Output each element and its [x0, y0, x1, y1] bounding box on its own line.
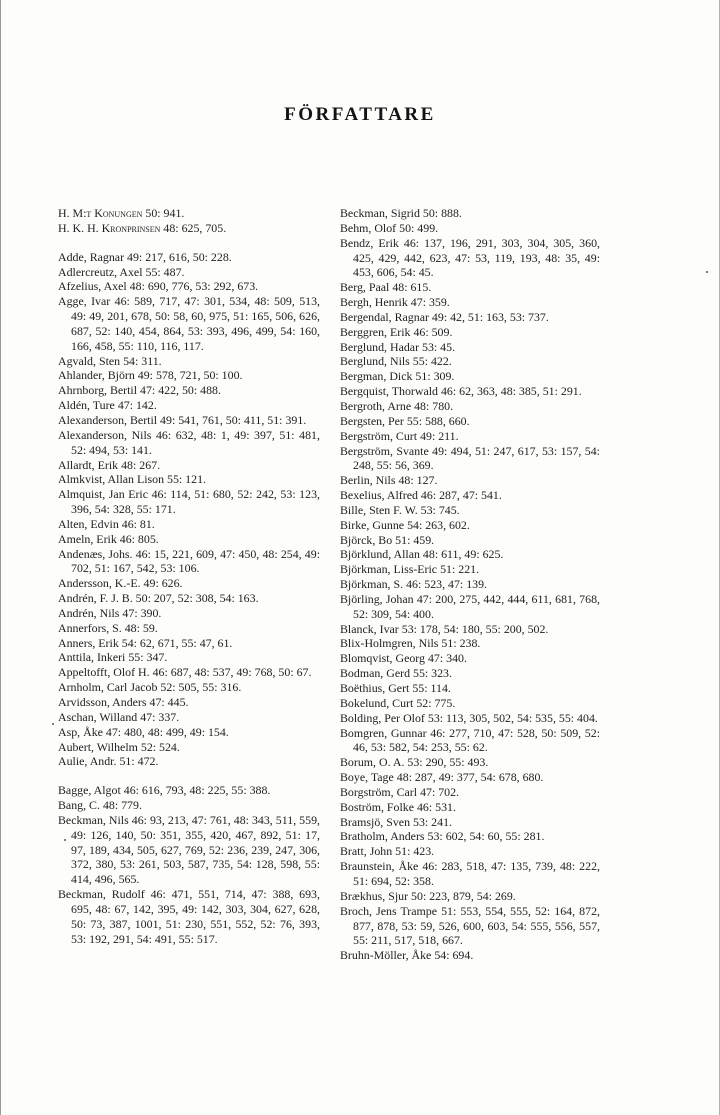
index-entry	[58, 487, 320, 517]
page-references: 46: 589, 717, 47: 301, 534, 48: 509, 513, 49: 49, 201, 678, 50: 58, 60, 975, 51: 165, 506, 626, 687, 52: 140, 454, 864, 53: 393, 496, 499, 54: 160, 166, 458, 55: 110, 116, 117.	[71, 294, 321, 353]
page-references: 48: 287, 49: 377, 54: 678, 680.	[396, 770, 544, 785]
author-name: Bergström, Svante	[340, 443, 429, 458]
author-name: Björkman, Liss-Eric	[340, 562, 438, 577]
index-entry	[58, 279, 320, 294]
index-entry	[58, 532, 320, 547]
page-references: 51: 472.	[119, 754, 159, 769]
author-name: Beckman, Nils	[58, 812, 129, 827]
index-entry	[58, 591, 320, 606]
author-name: Bramsjö, Sven	[340, 814, 411, 829]
index-entry	[58, 783, 320, 798]
index-entry	[340, 681, 600, 696]
author-name: Bodman, Gerd	[340, 666, 411, 681]
page-references: 51: 459.	[395, 532, 435, 547]
index-entry	[340, 429, 600, 444]
index-entry	[340, 770, 600, 785]
page-references: 49: 494, 51: 247, 617, 53: 157, 54: 248, 55: 56, 369.	[353, 443, 600, 473]
page-references: 47: 200, 275, 442, 444, 611, 681, 768, 52: 309, 54: 400.	[353, 591, 600, 621]
index-entry	[340, 354, 600, 369]
author-name: Arnholm, Carl Jacob	[58, 680, 158, 695]
page-references: 53: 290, 55: 493.	[407, 755, 489, 770]
page-references: 49: 541, 761, 50: 411, 51: 391.	[160, 412, 307, 427]
author-name: Berglund, Nils	[340, 354, 410, 369]
index-entry	[58, 665, 320, 680]
page-references: 46: 15, 221, 609, 47: 450, 48: 254, 49: 702, 51: 167, 542, 53: 106.	[71, 546, 320, 576]
index-entry	[340, 562, 600, 577]
author-name: Adde, Ragnar	[58, 249, 125, 264]
author-name: Ameln, Erik	[58, 531, 117, 546]
author-name: Bratholm, Anders	[340, 829, 425, 844]
page-references: 47: 340.	[427, 651, 467, 666]
page-references: 46: 632, 48: 1, 49: 397, 51: 481, 52: 494, 53: 141.	[71, 427, 320, 457]
index-entry	[58, 650, 320, 665]
page-references: 49: 217, 616, 50: 228.	[127, 249, 232, 264]
index-entry	[58, 798, 320, 813]
index-entry	[340, 844, 600, 859]
index-entry	[58, 221, 320, 236]
page-references: 55: 487.	[145, 264, 185, 279]
page-references: 52: 524.	[140, 739, 180, 754]
scan-speck	[706, 271, 708, 273]
index-entry	[340, 369, 600, 384]
index-entry	[58, 680, 320, 695]
index-entry	[340, 518, 600, 533]
author-name: Bokelund, Curt	[340, 695, 414, 710]
author-name: Beckman, Sigrid	[340, 206, 420, 220]
author-name: Broch, Jens Trampe	[340, 903, 438, 918]
author-name: Berggren, Erik	[340, 324, 411, 339]
page-references: 48: 127.	[398, 473, 438, 488]
author-name: Appeltofft, Olof H.	[58, 665, 150, 680]
page-references: 53: 602, 54: 60, 55: 281.	[427, 829, 545, 844]
author-name: Adlercreutz, Axel	[58, 264, 143, 279]
author-name: Allardt, Erik	[58, 457, 119, 472]
author-name: Aldén, Ture	[58, 398, 115, 413]
index-entry	[340, 800, 600, 815]
author-name: H. K. H. Kronprinsen	[58, 220, 161, 235]
page-references: 53: 241.	[413, 814, 452, 829]
author-name: Boye, Tage	[340, 770, 394, 785]
page-references: 48: 780.	[414, 398, 454, 413]
index-entry	[340, 622, 600, 637]
page-references: 53: 745.	[420, 502, 460, 517]
page-references: 49: 626.	[143, 576, 183, 591]
index-entry	[340, 592, 600, 622]
page-references: 51: 553, 554, 555, 52: 164, 872, 877, 878, 53: 59, 526, 600, 603, 54: 555, 556, 557, 55: 211, 517, 518, 667.	[353, 903, 600, 948]
author-name: Bergsten, Per	[340, 413, 404, 428]
author-name: Boëthius, Gert	[340, 681, 410, 695]
index-entry	[340, 206, 600, 221]
author-name: Björling, Johan	[340, 591, 414, 606]
index-entry	[340, 859, 600, 889]
index-entry	[58, 636, 320, 651]
author-name: Björkman, S.	[340, 577, 404, 592]
page-references: 55: 347.	[128, 650, 168, 665]
author-name: Bomgren, Gunnar	[340, 725, 427, 740]
author-name: Bolding, Per Olof	[340, 710, 425, 725]
page-references: 55: 121.	[167, 472, 206, 487]
author-name: Almquist, Jan Eric	[58, 487, 148, 502]
index-entry	[340, 636, 600, 651]
index-entry	[58, 887, 320, 946]
author-name: Boström, Folke	[340, 799, 414, 814]
index-entry	[58, 621, 320, 636]
author-name: Bratt, John	[340, 844, 393, 859]
author-name: Agvald, Sten	[58, 353, 121, 368]
author-name: Ahlander, Björn	[58, 368, 135, 383]
page-references: 53: 178, 54: 180, 55: 200, 502.	[401, 621, 549, 636]
author-name: Asp, Åke	[58, 724, 103, 739]
page-references: 53: 45.	[422, 339, 456, 354]
index-entry	[58, 206, 320, 221]
page-references: 51: 423.	[395, 844, 435, 859]
index-entry	[58, 294, 320, 353]
page-references: 46: 287, 47: 541.	[420, 488, 502, 503]
page-references: 48: 611, 49: 625.	[422, 547, 504, 562]
author-name: Bergquist, Thorwald	[340, 384, 438, 399]
page-references: 52: 505, 55: 316.	[160, 680, 242, 695]
index-entry	[340, 399, 600, 414]
page-references: 48: 267.	[121, 457, 161, 472]
index-entry	[58, 695, 320, 710]
page-references: 46: 509.	[413, 324, 453, 339]
index-entry	[340, 577, 600, 592]
index-entry	[340, 696, 600, 711]
author-name: Andersson, K.-E.	[58, 576, 141, 591]
page-references: 46: 471, 551, 714, 47: 388, 693, 695, 48: 67, 142, 395, 49: 142, 303, 304, 627, 628, 50: 73, 387, 1001, 51: 230, 551, 552, 52: 76, 393, 53: 192, 291, 54: 491, 55: 517.	[71, 887, 320, 946]
author-name: Borum, O. A.	[340, 755, 405, 770]
author-name: Blix-Holmgren, Nils	[340, 636, 439, 651]
page-references: 47: 422, 50: 488.	[140, 383, 221, 398]
index-entry	[58, 813, 320, 887]
page-references: 50: 499.	[399, 220, 439, 235]
author-name: Brækhus, Sjur	[340, 888, 409, 903]
author-name: Bang, C.	[58, 798, 100, 813]
author-name: Anttila, Inkeri	[58, 650, 126, 665]
page-references: 51: 309.	[415, 369, 455, 384]
index-entry	[340, 414, 600, 429]
page-references: 46: 137, 196, 291, 303, 304, 305, 360, 425, 429, 442, 623, 47: 53, 119, 193, 48: 35, 49: 453, 606, 54: 45.	[353, 235, 600, 280]
page-edge-left	[0, 0, 1, 1115]
index-entry	[340, 236, 600, 281]
author-name: Andenæs, Johs.	[58, 546, 133, 561]
index-entry	[58, 458, 320, 473]
index-entry	[58, 606, 320, 621]
index-entry	[340, 444, 600, 474]
author-name: Alten, Edvin	[58, 516, 119, 531]
index-entry	[340, 488, 600, 503]
author-name: Bergendal, Ragnar	[340, 309, 429, 324]
author-index-left-column	[58, 206, 320, 947]
index-entry	[58, 710, 320, 725]
page-references: 46: 81.	[121, 516, 155, 531]
index-entry	[340, 503, 600, 518]
page-references: 54: 263, 602.	[407, 517, 470, 532]
index-entry	[340, 295, 600, 310]
page-references: 50: 207, 52: 308, 54: 163.	[135, 591, 259, 606]
index-entry	[58, 383, 320, 398]
author-name: Afzelius, Axel	[58, 279, 127, 294]
index-entry	[340, 726, 600, 756]
author-name: Bergman, Dick	[340, 369, 413, 384]
author-name: Braunstein, Åke	[340, 859, 419, 874]
index-entry	[58, 576, 320, 591]
index-entry	[58, 754, 320, 769]
index-entry	[340, 711, 600, 726]
author-name: Aschan, Willand	[58, 709, 138, 724]
index-entry	[340, 904, 600, 949]
index-entry	[340, 384, 600, 399]
author-name: Ahrnborg, Bertil	[58, 383, 138, 398]
page-references: 47: 142.	[117, 398, 157, 413]
index-entry	[58, 547, 320, 577]
index-entry	[340, 340, 600, 355]
author-name: Björck, Bo	[340, 532, 393, 547]
page-references: 47: 480, 48: 499, 49: 154.	[105, 724, 229, 739]
author-name: Berglund, Hadar	[340, 339, 420, 354]
page-references: 46: 277, 710, 47: 528, 50: 509, 52: 46, 53: 582, 54: 253, 55: 62.	[353, 725, 600, 755]
index-entry	[58, 250, 320, 265]
author-name: Aulie, Andr.	[58, 754, 117, 769]
page-references: 53: 113, 305, 502, 54: 535, 55: 404.	[427, 710, 598, 725]
index-entry	[58, 740, 320, 755]
author-name: Bruhn-Möller, Åke	[340, 948, 432, 963]
page-references: 51: 221.	[440, 562, 480, 577]
index-entry	[340, 829, 600, 844]
page-references: 48: 625, 705.	[163, 220, 227, 235]
index-entry	[340, 666, 600, 681]
page-references: 50: 941.	[145, 206, 185, 220]
page-references: 50: 223, 879, 54: 269.	[411, 888, 516, 903]
author-name: Arvidsson, Anders	[58, 695, 147, 709]
page-references: 50: 888.	[422, 206, 462, 220]
page-references: 47: 445.	[149, 695, 189, 709]
scan-speck	[52, 723, 54, 725]
index-entry	[340, 533, 600, 548]
author-name: Alexanderson, Nils	[58, 427, 152, 442]
index-entry	[58, 398, 320, 413]
author-name: Blomqvist, Georg	[340, 651, 425, 666]
author-name: Behm, Olof	[340, 220, 397, 235]
page-references: 47: 337.	[140, 709, 180, 724]
page-references: 48: 690, 776, 53: 292, 673.	[129, 279, 259, 294]
author-name: Bergh, Henrik	[340, 295, 408, 310]
author-name: Bille, Sten F. W.	[340, 502, 418, 517]
index-entry	[340, 325, 600, 340]
author-name: Bexelius, Alfred	[340, 488, 418, 503]
index-entry	[340, 755, 600, 770]
page-references: 46: 114, 51: 680, 52: 242, 53: 123, 396, 54: 328, 55: 171.	[71, 487, 320, 517]
page-references: 47: 359.	[410, 295, 450, 310]
index-entry	[58, 413, 320, 428]
index-entry	[58, 265, 320, 280]
author-name: Bergström, Curt	[340, 428, 418, 443]
page-references: 51: 238.	[441, 636, 481, 651]
page-references: 49: 42, 51: 163, 53: 737.	[431, 309, 549, 324]
index-entry	[340, 651, 600, 666]
index-entry	[340, 785, 600, 800]
page-references: 55: 114.	[412, 681, 451, 695]
author-index-right-column	[340, 206, 600, 963]
author-name: Andrén, Nils	[58, 605, 120, 620]
page-references: 47: 702.	[420, 784, 460, 799]
index-entry	[340, 547, 600, 562]
author-name: Andrén, F. J. B.	[58, 591, 133, 606]
page-references: 54: 311.	[123, 353, 162, 368]
page-references: 54: 694.	[434, 948, 474, 963]
index-entry	[340, 280, 600, 295]
author-name: Almkvist, Allan Lison	[58, 472, 165, 487]
page-title: FÖRFATTARE	[284, 104, 436, 125]
page-references: 46: 687, 48: 537, 49: 768, 50: 67.	[152, 665, 312, 680]
index-entry	[340, 310, 600, 325]
page-references: 48: 615.	[392, 280, 432, 295]
author-name: Beckman, Rudolf	[58, 887, 145, 902]
author-name: Anners, Erik	[58, 635, 119, 650]
author-name: Aubert, Wilhelm	[58, 739, 138, 754]
page-references: 49: 211.	[420, 428, 459, 443]
page-references: 48: 59.	[124, 620, 158, 635]
author-name: Bergroth, Arne	[340, 398, 412, 413]
author-name: Birke, Gunne	[340, 517, 405, 532]
page-references: 46: 531.	[416, 799, 456, 814]
author-name: Berg, Paal	[340, 280, 390, 295]
index-entry	[58, 368, 320, 383]
index-entry	[340, 815, 600, 830]
author-name: Annerfors, S.	[58, 620, 122, 635]
page-references: 46: 805.	[119, 531, 159, 546]
index-entry	[58, 725, 320, 740]
page-references: 55: 422.	[412, 354, 452, 369]
index-entry	[58, 428, 320, 458]
index-entry	[340, 221, 600, 236]
author-name: Agge, Ivar	[58, 294, 111, 309]
page-references: 47: 390.	[122, 605, 162, 620]
page-references: 55: 323.	[413, 666, 452, 681]
page-references: 48: 779.	[102, 798, 142, 813]
author-name: Berlin, Nils	[340, 473, 396, 488]
author-name: Bagge, Algot	[58, 783, 121, 798]
page-references: 49: 578, 721, 50: 100.	[137, 368, 243, 383]
index-entry	[340, 948, 600, 963]
author-name: H. M:t Konungen	[58, 206, 143, 220]
page-references: 52: 775.	[416, 695, 456, 710]
index-entry	[58, 517, 320, 532]
index-entry	[58, 354, 320, 369]
page-references: 46: 93, 213, 47: 761, 48: 343, 511, 559, 49: 126, 140, 50: 351, 355, 420, 467, 892, 51: 17, 97, 189, 434, 505, 627, 769, 52: 236, 239, 247, 306, 372, 380, 53: 261, 503, 587, 735, 54: 128, 598, 55: 414, 496, 565.	[71, 812, 320, 887]
author-name: Alexanderson, Bertil	[58, 412, 158, 427]
page-references: 46: 523, 47: 139.	[406, 577, 488, 592]
page-references: 46: 283, 518, 47: 135, 739, 48: 222, 51: 694, 52: 358.	[353, 859, 600, 888]
page-references: 55: 588, 660.	[406, 413, 470, 428]
index-entry	[58, 472, 320, 487]
author-name: Blanck, Ivar	[340, 621, 399, 636]
page-references: 46: 62, 363, 48: 385, 51: 291.	[440, 384, 582, 399]
page-references: 46: 616, 793, 48: 225, 55: 388.	[123, 783, 271, 798]
author-name: Borgström, Carl	[340, 784, 418, 799]
index-entry	[340, 889, 600, 904]
index-entry	[340, 473, 600, 488]
author-name: Björklund, Allan	[340, 547, 420, 562]
author-name: Bendz, Erik	[340, 235, 399, 250]
page-references: 54: 62, 671, 55: 47, 61.	[121, 635, 233, 650]
